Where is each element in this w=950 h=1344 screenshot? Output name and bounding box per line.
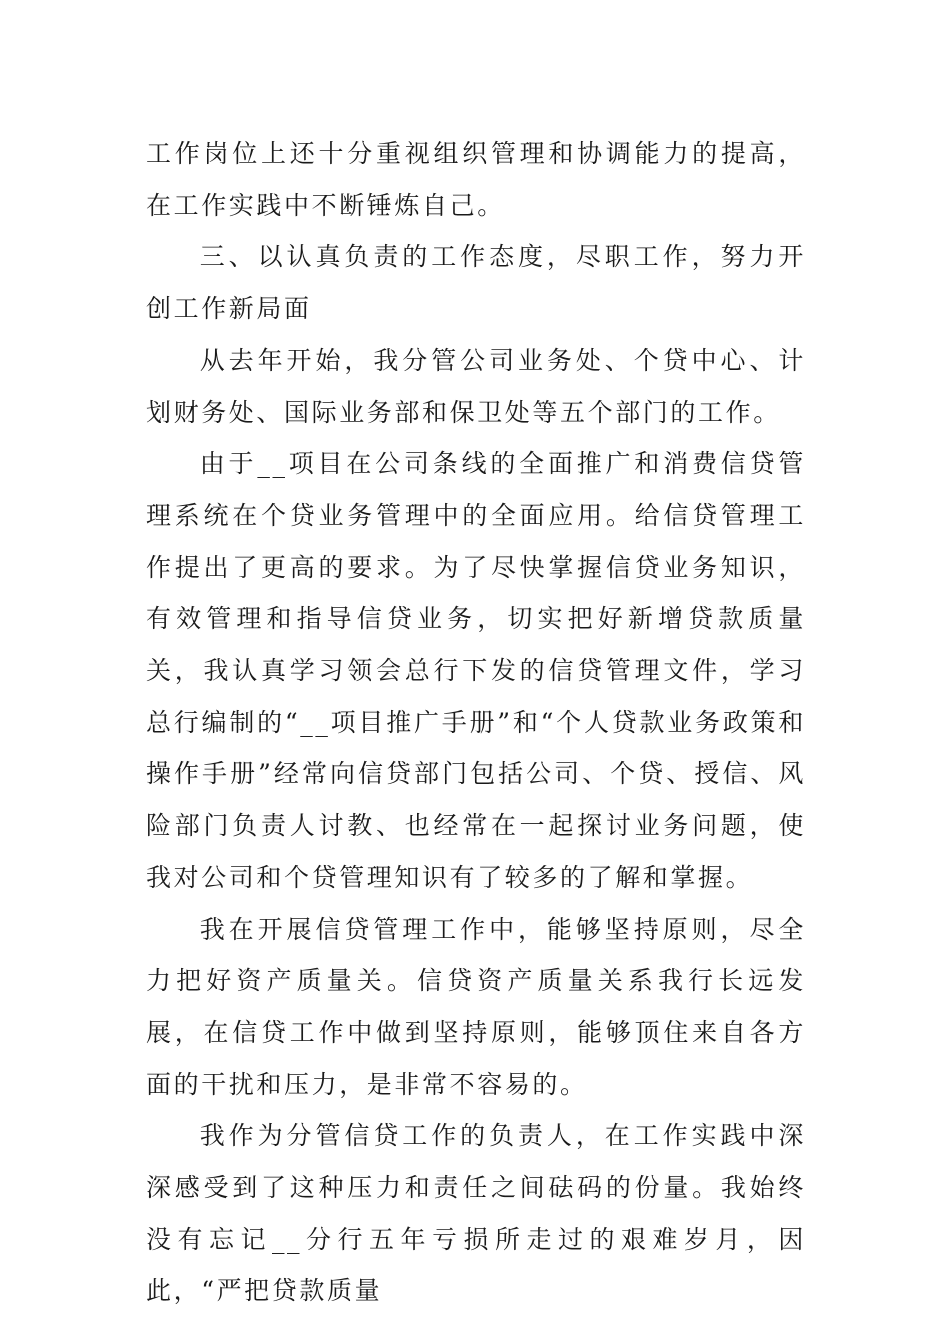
paragraph-credit-management: 由于__项目在公司条线的全面推广和消费信贷管理系统在个贷业务管理中的全面应用。给信贷管理工作提出了更高的要求。为了尽快掌握信贷业务知识，有效管理和指导信贷业务，切实把好新增贷款质量关，我认真学习领会总行下发的信贷管理文件，学习总行编制的“__项目推广手册”和“个人贷款业务政策和操作手册”经常向信贷部门包括公司、个贷、授信、风险部门负责人讨教、也经常在一起探讨业务问题，使我对公司和个贷管理知识有了较多的了解和掌握。: [146, 449, 806, 892]
paragraph-asset-quality: 我在开展信贷管理工作中，能够坚持原则，尽全力把好资产质量关。信贷资产质量关系我行长远发展，在信贷工作中做到坚持原则，能够顶住来自各方面的干扰和压力，是非常不容易的。: [146, 914, 806, 1099]
paragraph-responsibility: 我作为分管信贷工作的负责人，在工作实践中深深感受到了这种压力和责任之间砝码的份量。我始终没有忘记__分行五年亏损所走过的艰难岁月，因此，“严把贷款质量: [146, 1121, 806, 1306]
paragraph-departments: 从去年开始，我分管公司业务处、个贷中心、计划财务处、国际业务部和保卫处等五个部门的工作。: [146, 345, 806, 427]
section-heading: 三、以认真负责的工作态度，尽职工作，努力开创工作新局面: [146, 242, 806, 324]
document-body: [146, 128, 806, 1317]
paragraph-continuation: 工作岗位上还十分重视组织管理和协调能力的提高，在工作实践中不断锤炼自己。: [146, 139, 806, 220]
